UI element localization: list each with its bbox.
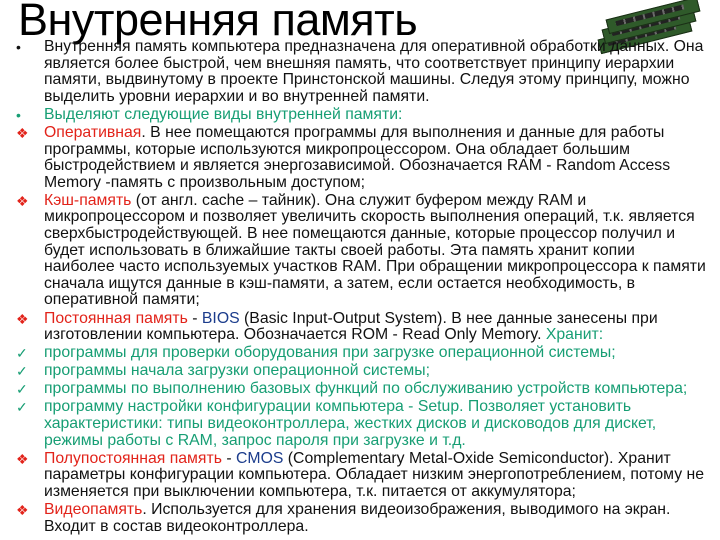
list-item: [0, 311, 706, 344]
diamond-bullet-icon: ❖: [16, 502, 29, 519]
text-segment: Внутренняя память компьютера предназначена для оперативной обработки данных. Она является более быстрой, чем внешняя память, что соответствует принципу иерархии памяти, выдвинутому в проекте Принстонской машины. Следуя этому принципу, можно выделить уровни иерархии и во внутренней памяти.: [44, 38, 704, 105]
text-segment: Видеопамять: [44, 501, 143, 519]
list-item: [0, 399, 706, 449]
text-segment: . В нее помещаются программы для выполнения и данные для работы программы, которые используются микропроцессором. Она обладает большим быстродействием и является энергозависимой. Обозначается RAM - Random Access Memory -память с произвольным доступом;: [44, 123, 671, 191]
text-segment: (от англ. cache – тайник). Она служит буфером между RAM и микропроцессором и позволяет увеличить скорость выполнения операций, т.к. является сверхбыстродействующей. В нее помещаются данные, которые процессор получил и будет использовать в ближайшие такты своей работы. Эта память хранит копии наиболее часто используемых участков RAM. При обращении микропроцессора к памяти сначала ищутся данные в кэш-памяти, а затем, если остается необходимость, в оперативной памяти;: [44, 191, 706, 309]
check-icon: ✓: [16, 363, 28, 380]
text-segment: (Basic Input-Output System). В нее данные занесены при изготовлении компьютера. Обозначается ROM - Read Only Memory.: [44, 309, 658, 344]
list-item: [0, 193, 706, 309]
list-item: [0, 363, 706, 380]
diamond-bullet-icon: ❖: [16, 450, 29, 467]
text-segment: (Complementary Metal-Oxide Semiconductor). Хранит параметры конфигурации компьютера. Обладает низким энергопотреблением, потому не изменяется при выключении компьютера, т.к. питается от аккумулятора;: [44, 449, 705, 500]
diamond-bullet-icon: ❖: [16, 124, 29, 141]
text-segment: -: [221, 449, 236, 467]
text-segment: программы для проверки оборудования при загрузке операционной системы;: [44, 344, 616, 362]
check-icon: ✓: [16, 381, 28, 398]
text-segment: . Используется для хранения видеоизображения, выводимого на экран. Входит в состав видеоконтроллера.: [44, 501, 671, 535]
list-item: [0, 39, 706, 105]
slide-title: Внутренняя память: [18, 0, 418, 45]
content-list: [0, 39, 720, 537]
text-segment: Хранит:: [545, 326, 604, 344]
diamond-bullet-icon: ❖: [16, 192, 29, 209]
text-segment: программы по выполнению базовых функций по обслуживанию устройств компьютера;: [44, 380, 688, 398]
check-icon: ✓: [16, 345, 28, 362]
check-icon: ✓: [16, 399, 28, 416]
text-segment: программы начала загрузки операционной системы;: [44, 362, 431, 380]
text-segment: Кэш-память: [44, 191, 132, 209]
text-segment: программу настройки конфигурации компьютера - Setup. Позволяет установить характеристики: типы видеоконтроллера, жестких дисков и дисководов для дискет, режимы работы с RAM, запрос пароля при загрузке и т.д.: [44, 398, 657, 449]
list-item: [0, 125, 706, 191]
text-segment: Выделяют следующие виды внутренней памяти:: [44, 105, 403, 123]
diamond-bullet-icon: ❖: [16, 310, 29, 327]
text-segment: Оперативная: [44, 123, 142, 141]
bullet-icon: •: [16, 39, 21, 55]
text-segment: Постоянная память: [44, 309, 188, 327]
text-segment: -: [187, 309, 202, 327]
list-item: [0, 345, 706, 362]
text-segment: Полупостоянная память: [44, 449, 222, 467]
list-item: [0, 381, 706, 398]
list-item: [0, 107, 706, 124]
text-segment: CMOS: [236, 449, 284, 467]
bullet-icon: •: [16, 106, 21, 123]
text-segment: BIOS: [201, 309, 240, 327]
list-item: [0, 451, 706, 501]
list-item: [0, 502, 706, 535]
